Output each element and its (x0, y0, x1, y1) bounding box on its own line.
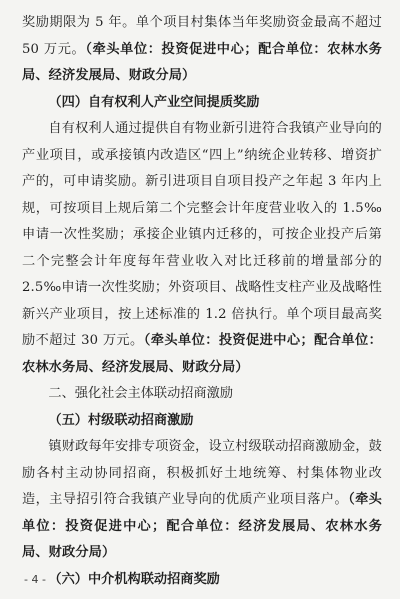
responsible-units-note: （牵头单位：投资促进中心；配合单位：农林水务局、经济发展局、财政分局） (22, 333, 382, 375)
responsible-units-note: （牵头单位：投资促进中心；配合单位：农林水务局、经济发展局、财政分局） (22, 41, 382, 83)
page-number: - 4 - (24, 573, 46, 586)
section-heading-2: 二、强化社会主体联动招商激励 (48, 386, 234, 401)
paragraph-text: 自有权利人通过提供自有物业新引进符合我镇产业导向的产业项目，或承接镇内改造区“四上”纳统企业转移、增资扩产的，可申请奖励。新引进项目自项目投产之年起 3 年内上规，可按项目上规后第二个完整会计年度营业收入的 1.5‰申请一次性奖励；承接企业镇内迁移的，可按企业投产后第二个完整会计年度每年营业收入对比迁移前的增量部分的 2.5‰申请一次性奖励；外资项目、战略性支柱产业及战略性新兴产业项目，按上述标准的 1.2 倍执行。单个项目最高奖励不超过 30 万元。 (22, 121, 382, 348)
paragraph-reward-period (22, 10, 382, 90)
heading-item-6: （六）中介机构联动招商奖励 (48, 571, 220, 587)
heading-item-5: （五）村级联动招商激励 (48, 412, 194, 428)
responsible-units-note: （牵头单位：投资促进中心；配合单位：经济发展局、农林水务局、财政分局） (22, 492, 382, 560)
paragraph-village-incentive (22, 434, 382, 567)
paragraph-text: 镇财政每年安排专项资金，设立村级联动招商激励金，鼓励各村主动协同招商，积极抓好土地统筹、村集体物业改造，主导招引符合我镇产业导向的优质产业项目落户。 (22, 439, 382, 507)
paragraph-self-owned-space (22, 116, 382, 381)
paragraph-text: 奖励期限为 5 年。单个项目村集体当年奖励资金最高不超过 50 万元。 (22, 15, 382, 57)
heading-item-4: （四）自有权利人产业空间提质奖励 (48, 94, 260, 110)
document-page (22, 10, 382, 593)
